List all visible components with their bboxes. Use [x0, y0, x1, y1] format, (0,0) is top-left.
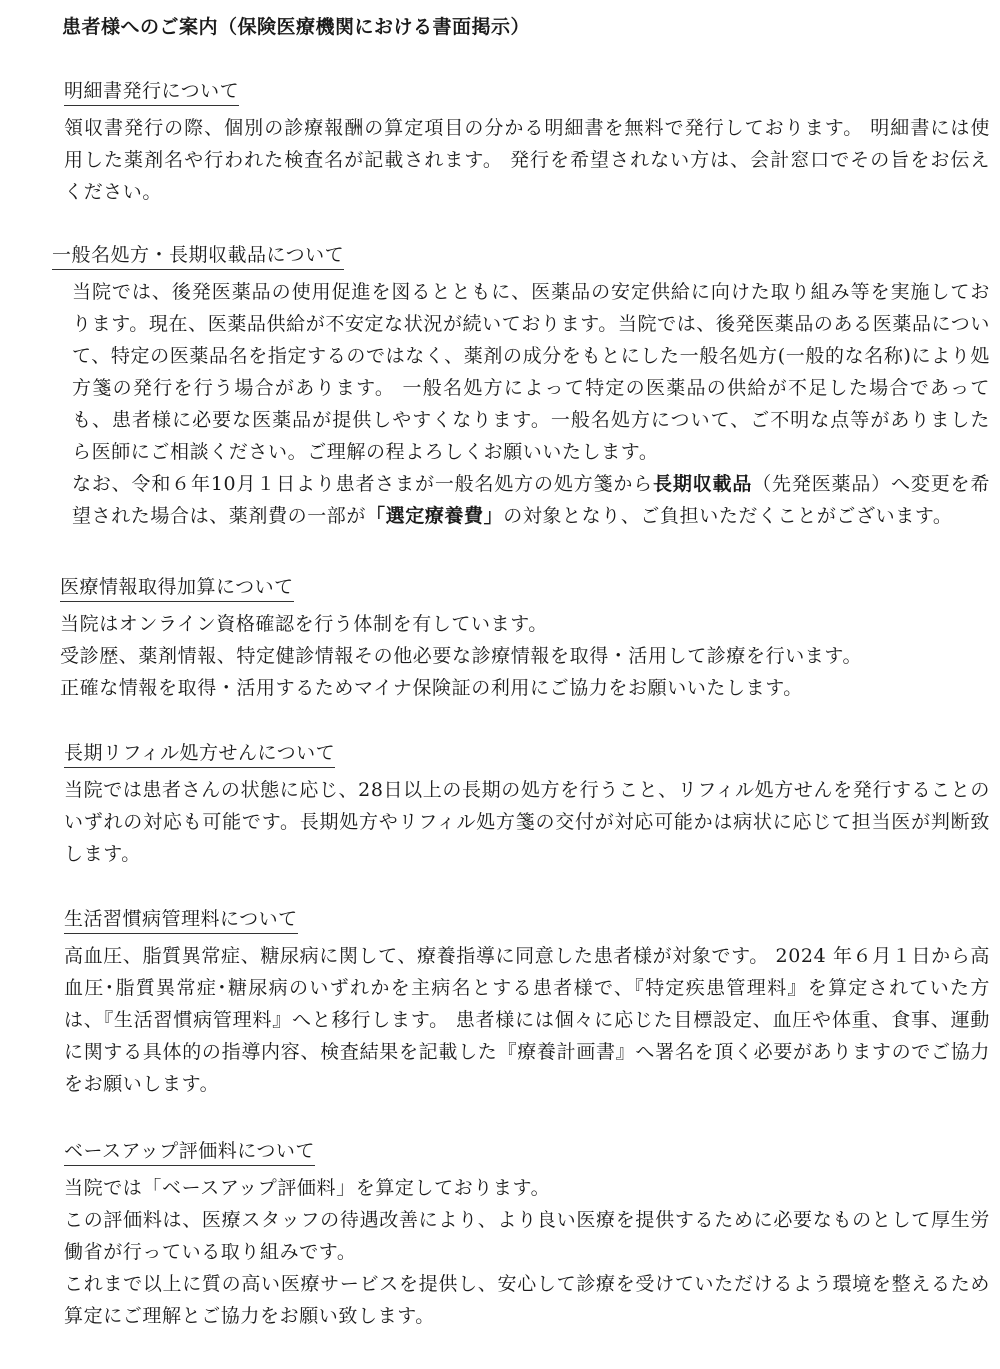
note-text: の対象となり、ご負担いただくことがございます。 [503, 505, 953, 527]
section-refill-prescription [64, 740, 990, 870]
selected-medical-care-fee-emphasis: 「選定療養費」 [366, 505, 504, 527]
paragraph: 当院はオンライン資格確認を行う体制を有しています。 [60, 613, 548, 635]
section-heading: ベースアップ評価料について [64, 1138, 315, 1166]
section-statement-issuance [64, 78, 990, 208]
paragraph: 当院では患者さんの状態に応じ、28日以上の長期の処方を行うこと、リフィル処方せんを発行することのいずれの対応も可能です。長期処方やリフィル処方箋の交付が対応可能かは病状に応じて担当医が判断致します。 [64, 779, 990, 865]
long-listed-drug-emphasis: 長期収載品 [653, 473, 753, 495]
section-body [64, 112, 990, 208]
paragraph: この評価料は、医療スタッフの待遇改善により、より良い医療を提供するために必要なものとして厚生労働省が行っている取り組みです。 [64, 1209, 990, 1263]
section-base-up-fee [64, 1138, 990, 1332]
section-body [72, 276, 990, 532]
paragraph: 正確な情報を取得・活用するためマイナ保険証の利用にご協力をお願いいたします。 [60, 677, 803, 699]
section-body [64, 940, 990, 1100]
section-medical-info-fee [60, 574, 990, 704]
section-lifestyle-disease-fee [64, 906, 990, 1100]
section-heading: 明細書発行について [64, 78, 239, 106]
paragraph: 当院では、後発医薬品の使用促進を図るとともに、医薬品の安定供給に向けた取り組み等を実施しております。現在、医薬品供給が不安定な状況が続いております。当院では、後発医薬品のある医薬品について、特定の医薬品名を指定するのではなく、薬剤の成分をもとにした一般名処方(一般的な名称)により処方箋の発行を行う場合があります。 一般名処方によって特定の医薬品の供給が不足した場合であっても、患者様に必要な医薬品が提供しやすくなります。一般名処方について、ご不明な点等がありましたら医師にご相談ください。ご理解の程よろしくお願いいたします。 [72, 281, 990, 463]
page-title: 患者様へのご案内（保険医療機関における書面掲示） [62, 16, 531, 38]
note-paragraph [72, 468, 990, 532]
note-text: なお、令和６年10月１日より患者さまが一般名処方の処方箋から [72, 473, 654, 495]
section-heading: 生活習慣病管理料について [64, 906, 298, 934]
paragraph: 領収書発行の際、個別の診療報酬の算定項目の分かる明細書を無料で発行しております。 明細書には使用した薬剤名や行われた検査名が記載されます。 発行を希望されない方は、会計窓口でその旨をお伝えください。 [64, 117, 990, 203]
section-heading: 一般名処方・長期収載品について [52, 242, 344, 270]
paragraph: 受診歴、薬剤情報、特定健診情報その他必要な診療情報を取得・活用して診療を行います。 [60, 645, 863, 667]
paragraph: 当院では「ベースアップ評価料」を算定しております。 [64, 1177, 551, 1199]
section-body [60, 608, 990, 704]
section-body [64, 1172, 990, 1332]
note-text: （先発医薬品）へ変更を希望された場合は、薬剤費の一部が [72, 473, 990, 527]
section-body [64, 774, 990, 870]
section-heading: 医療情報取得加算について [60, 574, 294, 602]
paragraph: 高血圧、脂質異常症、糖尿病に関して、療養指導に同意した患者様が対象です。 2024 年６月１日から高血圧･脂質異常症･糖尿病のいずれかを主病名とする患者様で、『特定疾患管理料』を算定されていた方は、『生活習慣病管理料』へと移行します。 患者様には個々に応じた目標設定、血圧や体重、食事、運動に関する具体的の指導内容、検査結果を記載した『療養計画書』へ署名を頂く必要がありますのでご協力をお願いします。 [64, 945, 990, 1095]
section-generic-prescription [52, 242, 990, 532]
paragraph: これまで以上に質の高い医療サービスを提供し、安心して診療を受けていただけるよう環境を整えるため算定にご理解とご協力をお願い致します。 [64, 1273, 990, 1327]
section-heading: 長期リフィル処方せんについて [64, 740, 335, 768]
